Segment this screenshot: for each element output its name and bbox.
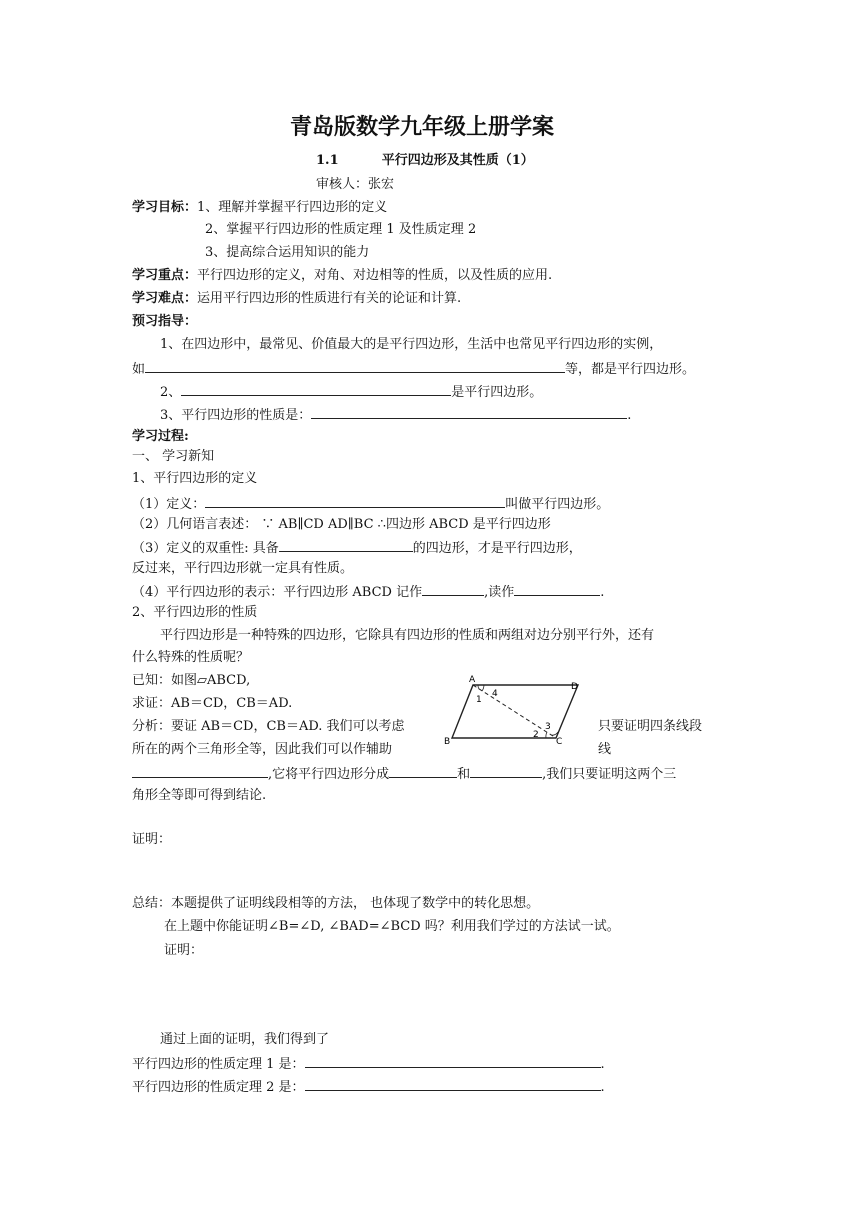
fill-blank[interactable] bbox=[305, 1077, 601, 1091]
angle-arc-c bbox=[546, 732, 547, 738]
section-title bbox=[316, 152, 534, 170]
fill-blank[interactable] bbox=[205, 494, 505, 508]
difficulty-label: 学习难点： bbox=[132, 291, 198, 306]
definition-3 bbox=[132, 538, 582, 558]
preview-p1b bbox=[132, 359, 695, 379]
text: 平行四边形的性质定理 1 是： bbox=[132, 1057, 305, 1072]
text: 3、平行四边形的性质是： bbox=[160, 408, 312, 423]
text: . bbox=[600, 1080, 605, 1095]
text: 如 bbox=[132, 362, 146, 377]
summary: 总结：本题提供了证明线段相等的方法， 也体现了数学中的转化思想。 bbox=[132, 896, 540, 911]
analysis-2: 所在的两个三角形全等，因此我们可以作辅助 bbox=[132, 742, 393, 757]
fill-blank[interactable] bbox=[181, 382, 451, 396]
fill-blank[interactable] bbox=[422, 582, 484, 596]
goal-item: 1、理解并掌握平行四边形的定义 bbox=[197, 200, 388, 215]
difficulty-text: 运用平行四边形的性质进行有关的论证和计算. bbox=[197, 291, 462, 306]
preview-p3 bbox=[160, 405, 631, 425]
theorem-1 bbox=[132, 1054, 605, 1074]
analysis-1: 分析：要证 AB＝CD，CB＝AD. 我们可以考虑 bbox=[132, 719, 405, 734]
focus-line bbox=[132, 267, 552, 285]
fill-blank[interactable] bbox=[132, 764, 268, 778]
definition-4 bbox=[132, 582, 604, 602]
text: 平行四边形的性质定理 2 是： bbox=[132, 1080, 305, 1095]
preview-p2 bbox=[160, 382, 542, 402]
fill-blank[interactable] bbox=[311, 405, 627, 419]
text: ,我们只要证明这两个三 bbox=[542, 767, 677, 782]
text: ,读作 bbox=[484, 585, 515, 600]
theorem-2 bbox=[132, 1077, 605, 1097]
part-heading: 一、 学习新知 bbox=[132, 449, 215, 464]
text: 是平行四边形。 bbox=[451, 385, 543, 400]
focus-text: 平行四边形的定义，对角、对边相等的性质，以及性质的应用. bbox=[197, 268, 553, 283]
text: 等，都是平行四边形。 bbox=[565, 362, 696, 377]
difficulty-line bbox=[132, 290, 461, 308]
given: 已知：如图▱ABCD, bbox=[132, 673, 251, 688]
fill-blank[interactable] bbox=[389, 764, 457, 778]
vertex-a: A bbox=[469, 675, 476, 685]
analysis-3 bbox=[132, 764, 676, 784]
text: （1）定义： bbox=[132, 497, 206, 512]
question: 在上题中你能证明∠B=∠D, ∠BAD=∠BCD 吗？利用我们学过的方法试一试。 bbox=[164, 919, 620, 934]
analysis-4: 角形全等即可得到结论. bbox=[132, 788, 267, 803]
text: 叫做平行四边形。 bbox=[505, 497, 610, 512]
goal-item: 3、提高综合运用知识的能力 bbox=[205, 245, 370, 260]
fill-blank[interactable] bbox=[305, 1054, 601, 1068]
conclusion: 通过上面的证明，我们得到了 bbox=[160, 1032, 330, 1047]
angle-label-1: 1 bbox=[476, 695, 482, 705]
text: . bbox=[600, 1057, 605, 1072]
diagonal-ac bbox=[473, 685, 556, 738]
to-prove: 求证：AB＝CD，CB＝AD. bbox=[132, 696, 293, 711]
angle-arc-a2 bbox=[482, 685, 484, 691]
property-heading: 2、平行四边形的性质 bbox=[132, 605, 258, 620]
text: . bbox=[600, 585, 605, 600]
proof-label-2: 证明： bbox=[164, 943, 204, 958]
definition-3b: 反过来，平行四边形就一定具有性质。 bbox=[132, 561, 354, 576]
definition-heading: 1、平行四边形的定义 bbox=[132, 471, 258, 486]
fill-blank[interactable] bbox=[279, 538, 413, 552]
process-label: 学习过程: bbox=[132, 429, 189, 444]
angle-label-2: 2 bbox=[533, 730, 539, 740]
focus-label: 学习重点： bbox=[132, 268, 198, 283]
goals-line-1 bbox=[132, 199, 387, 217]
text: （3）定义的双重性: 具备 bbox=[132, 541, 279, 556]
goals-label: 学习目标： bbox=[132, 200, 198, 215]
analysis-2-right: 线 bbox=[598, 742, 612, 757]
text: （4）平行四边形的表示：平行四边形 ABCD 记作 bbox=[132, 585, 423, 600]
text: 的四边形，才是平行四边形， bbox=[412, 541, 582, 556]
angle-label-4: 4 bbox=[492, 689, 498, 699]
vertex-d: D bbox=[571, 682, 578, 692]
page-title: 青岛版数学九年级上册学案 bbox=[290, 115, 555, 140]
property-intro-1: 平行四边形是一种特殊的四边形，它除具有四边形的性质和两组对边分别平行外，还有 bbox=[160, 628, 655, 643]
analysis-1-right: 只要证明四条线段 bbox=[598, 719, 703, 734]
text: ,它将平行四边形分成 bbox=[268, 767, 390, 782]
reviewer: 审核人：张宏 bbox=[316, 177, 395, 192]
fill-blank[interactable] bbox=[470, 764, 542, 778]
text: . bbox=[627, 408, 632, 423]
text: 和 bbox=[457, 767, 471, 782]
fill-blank[interactable] bbox=[514, 582, 600, 596]
angle-label-3: 3 bbox=[545, 722, 551, 732]
proof-label: 证明： bbox=[132, 832, 172, 847]
preview-label: 预习指导： bbox=[132, 314, 198, 329]
text: 2、 bbox=[160, 385, 182, 400]
section-number: 1.1 bbox=[316, 153, 339, 168]
goal-item: 2、掌握平行四边形的性质定理 1 及性质定理 2 bbox=[205, 222, 477, 237]
property-intro-2: 什么特殊的性质呢？ bbox=[132, 650, 250, 665]
vertex-b: B bbox=[444, 737, 451, 747]
fill-blank[interactable] bbox=[145, 359, 565, 373]
definition-1 bbox=[132, 494, 609, 514]
vertex-c: C bbox=[556, 737, 563, 747]
preview-p1: 1、在四边形中，最常见、价值最大的是平行四边形，生活中也常见平行四边形的实例， bbox=[160, 337, 663, 352]
parallelogram-figure bbox=[440, 674, 590, 750]
definition-2: （2）几何语言表述： ∵ AB∥CD AD∥BC ∴四边形 ABCD 是平行四边形 bbox=[132, 517, 551, 532]
section-name: 平行四边形及其性质（1） bbox=[381, 153, 534, 168]
